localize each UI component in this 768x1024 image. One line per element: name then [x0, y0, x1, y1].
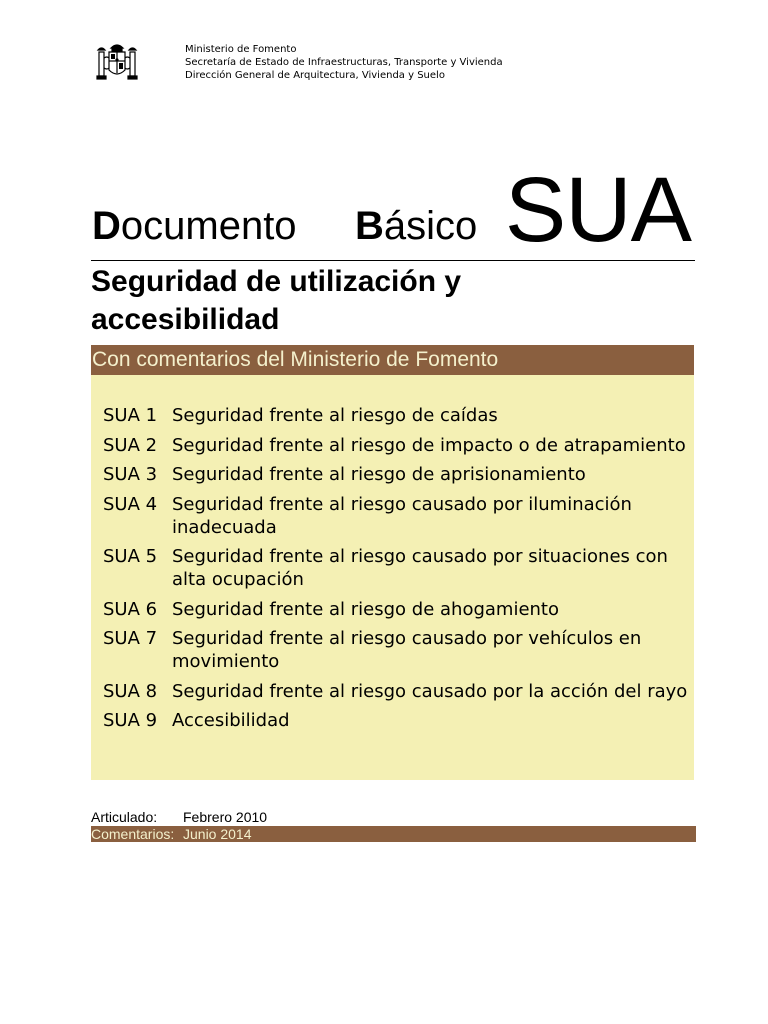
- section-code: SUA 5: [103, 546, 158, 567]
- document-dates: [91, 809, 696, 842]
- comentarios-value: Junio 2014: [183, 826, 252, 842]
- section-title: Seguridad frente al riesgo causado por iluminación inadecuada: [172, 493, 632, 538]
- section-code: SUA 1: [103, 405, 158, 426]
- ministry-name: Ministerio de Fomento: [185, 44, 297, 55]
- title-word-documento: Documento: [92, 204, 297, 248]
- list-item: [103, 404, 698, 427]
- spain-coat-of-arms-icon: [96, 40, 138, 84]
- section-code: SUA 4: [103, 493, 158, 515]
- section-title: Seguridad frente al riesgo de caídas: [172, 405, 498, 426]
- section-title: Seguridad frente al riesgo de aprisionamiento: [172, 464, 586, 485]
- comments-banner: Con comentarios del Ministerio de Fomento: [91, 345, 694, 375]
- sections-list: [103, 404, 698, 739]
- list-item: [103, 627, 698, 673]
- section-title: Seguridad frente al riesgo causado por la acción del rayo: [172, 680, 688, 702]
- title-code: SUA: [504, 159, 691, 261]
- section-title: Seguridad frente al riesgo de impacto o de atrapamiento: [172, 434, 686, 456]
- list-item: [103, 493, 698, 539]
- subtitle-line-2: accesibilidad: [91, 303, 280, 336]
- list-item: [103, 545, 698, 591]
- section-code: SUA 9: [103, 710, 158, 731]
- list-item: [103, 434, 698, 457]
- section-code: SUA 2: [103, 434, 158, 456]
- comentarios-label: Comentarios:: [91, 826, 175, 842]
- section-code: SUA 6: [103, 598, 158, 620]
- articulado-label: Articulado:: [91, 809, 158, 825]
- section-title: Seguridad frente al riesgo causado por vehículos en movimiento: [172, 628, 642, 672]
- section-title: Seguridad frente al riesgo de ahogamiento: [172, 598, 559, 620]
- section-code: SUA 3: [103, 464, 158, 485]
- list-item: [103, 680, 698, 703]
- secretariat-name: Secretaría de Estado de Infraestructuras, Transporte y Vivienda: [185, 57, 503, 68]
- articulado-value: Febrero 2010: [183, 809, 268, 825]
- section-code: SUA 8: [103, 680, 158, 702]
- list-item: [103, 598, 698, 621]
- list-item: [103, 463, 698, 486]
- document-subtitle: [91, 263, 691, 339]
- section-title: Seguridad frente al riesgo causado por situaciones con alta ocupación: [172, 546, 668, 590]
- ministry-header: [185, 43, 503, 82]
- section-title: Accesibilidad: [172, 710, 290, 731]
- section-code: SUA 7: [103, 628, 158, 649]
- articulado-row: [91, 809, 696, 825]
- document-title: [91, 159, 695, 261]
- title-word-basico: Básico: [355, 204, 478, 248]
- directorate-name: Dirección General de Arquitectura, Vivienda y Suelo: [185, 70, 445, 81]
- comentarios-row: [91, 826, 696, 842]
- subtitle-line-1: Seguridad de utilización y: [91, 265, 462, 298]
- list-item: [103, 709, 698, 732]
